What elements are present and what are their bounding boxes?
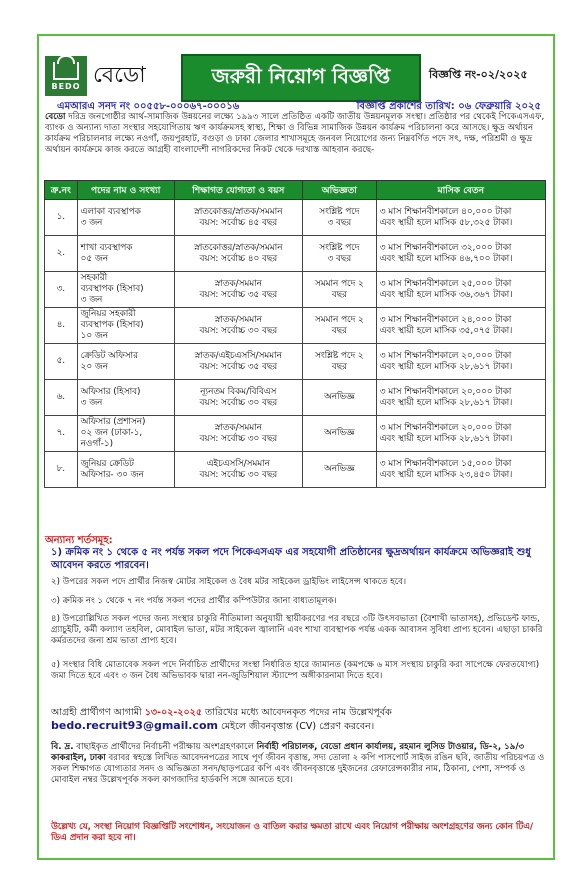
logo-house-icon bbox=[53, 62, 79, 80]
serial-cell: ১. bbox=[45, 200, 78, 236]
table-row bbox=[45, 200, 546, 236]
salary-cell: ৩ মাস শিক্ষানবীশকালে ৩২,০০০ টাকা এবং স্থায়ী হলে মাসিক ৪৬,৭০০ টাকা। bbox=[376, 236, 545, 272]
post-cell: অফিসার (হিসাব) ৩ জন bbox=[77, 380, 174, 416]
salary-cell: ৩ মাস শিক্ষানবীশকালে ১৫,০০০ টাকা এবং স্থায়ী হলে মাসিক ২৩,৪৫০ টাকা। bbox=[376, 452, 545, 488]
col-post: পদের নাম ও সংখ্যা bbox=[77, 181, 174, 200]
post-cell: এলাকা ব্যবস্থাপক ৩ জন bbox=[77, 200, 174, 236]
serial-cell: ৪. bbox=[45, 308, 78, 344]
education-cell: স্নাতক/সমমান বয়স: সর্বোচ্চ ৩০ বছর bbox=[174, 416, 302, 452]
salary-cell: ৩ মাস শিক্ষানবীশকালে ২০,০০০ টাকা এবং স্থায়ী হলে মাসিক ২৮,৬১৭ টাকা। bbox=[376, 344, 545, 380]
education-cell: এইচএসসি/সমমান বয়স: সর্বোচ্চ ৩০ বছর bbox=[174, 452, 302, 488]
education-cell: স্নাতকোত্তর/স্নাতক/সমমান বয়স: সর্বোচ্চ ৪৫ বছর bbox=[174, 200, 302, 236]
notice-sheet bbox=[37, 34, 555, 860]
note-text-1: বাছাইকৃত প্রার্থীদের নির্বাচনী পরীক্ষায় অংশগ্রহণকালে bbox=[73, 742, 257, 752]
post-cell: ক্রেডিট অফিসার ২০ জন bbox=[77, 344, 174, 380]
note-text-2: বরাবর স্বহস্তে লিখিত আবেদনপত্রের সাথে পূর্ণ জীবন বৃত্তান্ত, সদ্য তোলা ২ কপি পাসপোর্ট সাইজ রঙিন ছবি, জাতীয় পরিচয়পত্র ও সকল শিক্ষাগত যোগ্যতার সনদ ও অভিজ্ঞতা সনদ/ছাড়পত্রের কপি এবং জীবনবৃত্তান্তে দুইজনের রেফারেন্সকারীর নাম, ঠিকানা, পেশা, সম্পর্ক ও মোবাইল নম্বর উল্লেখপূর্বক সকল কাগজাদির হার্ডকপি সঙ্গে আনতে হবে। bbox=[51, 753, 545, 785]
col-serial: ক্র.নং bbox=[45, 181, 78, 200]
col-salary: মাসিক বেতন bbox=[376, 181, 545, 200]
experience-cell: সংশ্লিষ্ট পদে ৩ বছর bbox=[302, 200, 376, 236]
apply-deadline: ১৩-০২-২০২৫ bbox=[144, 707, 202, 718]
serial-cell: ৫. bbox=[45, 344, 78, 380]
apply-text-1: আগ্রহী প্রার্থীগণ আগামী bbox=[51, 707, 142, 718]
intro-paragraph bbox=[45, 112, 545, 156]
serial-cell: ৩. bbox=[45, 272, 78, 308]
condition-2: ২) উপরের সকল পদে প্রার্থীর নিজস্ব মোটর সাইকেল ও বৈধ মটর সাইকেল ড্রাইভিং লাইসেন্স থাকতে হবে। bbox=[51, 577, 407, 587]
table-header-row bbox=[45, 181, 546, 200]
experience-cell: সংশ্লিষ্ট পদে ২ বছর bbox=[302, 344, 376, 380]
address-note bbox=[51, 742, 545, 786]
post-cell: সহকারী ব্যবস্থাপক (হিসাব) ৩ জন bbox=[77, 272, 174, 308]
apply-instructions bbox=[51, 706, 545, 733]
experience-cell: অনভিজ্ঞ bbox=[302, 452, 376, 488]
logo-text: BEDO bbox=[51, 81, 81, 91]
experience-cell: অনভিজ্ঞ bbox=[302, 380, 376, 416]
education-cell: স্নাতক/সমমান বয়স: সর্বোচ্চ ৩৫ বছর bbox=[174, 272, 302, 308]
serial-cell: ২. bbox=[45, 236, 78, 272]
notice-title-banner: জরুরী নিয়োগ বিজ্ঞপ্তি bbox=[181, 54, 421, 102]
head-office-address: নির্বাহী পরিচালক, বেডো প্রধান কার্যালয়, রহমান লুসিড টাওয়ার, ডি-২, ১৯/৩ কাকরাইল, ঢাকা bbox=[51, 742, 525, 763]
table-row bbox=[45, 308, 546, 344]
experience-cell: সমমান পদে ২ বছর bbox=[302, 272, 376, 308]
education-cell: স্নাতক/এইচএসসি/সমমান বয়স: সর্বোচ্চ ৩৫ বছর bbox=[174, 344, 302, 380]
intro-org: বেডো bbox=[45, 112, 66, 122]
education-cell: স্নাতকোত্তর/স্নাতক/সমমান বয়স: সর্বোচ্চ ৪০ বছর bbox=[174, 236, 302, 272]
col-education: শিক্ষাগত যোগ্যতা ও বয়স bbox=[174, 181, 302, 200]
apply-email[interactable]: bedo.recruit93@gmail.com bbox=[51, 719, 218, 732]
condition-3: ৩) ক্রমিক নং ১ থেকে ৭ নং পর্যন্ত সকল পদের প্রার্থীর কম্পিউটার জানা বাধ্যতামূলক। bbox=[51, 596, 337, 606]
education-cell: স্নাতক/সমমান বয়স: সর্বোচ্চ ৩০ বছর bbox=[174, 308, 302, 344]
condition-4: ৪) উপরোল্লিখিত সকল পদের জন্য সংস্থার চাকুরি নীতিমালা অনুযায়ী স্থায়ীকরণের পর বছরে ৩টি উৎসবভাতা (বৈশাখী ভাতাসহ), প্রভিডেন্ট ফান্ড, গ্র্যাচুইটি, কর্মী কল্যাণ তহবিল, মোবাইল ভাতা, মটর সাইকেল জ্বালানি এবং শাখা ব্যবস্থাপক পর্যন্ত একক আবাসন সুবিধা প্রাপ্য হবেন। এছাড়া চাকরি কর্মরতদের জন্য শ্রম ভাতা প্রাপ্য হবে। bbox=[51, 614, 543, 646]
experience-cell: সংশ্লিষ্ট পদে ৩ বছর bbox=[302, 236, 376, 272]
table-row bbox=[45, 344, 546, 380]
experience-cell: অনভিজ্ঞ bbox=[302, 416, 376, 452]
condition-1: ১) ক্রমিক নং ১ থেকে ৫ নং পর্যন্ত সকল পদে পিকেএসএফ এর সহযোগী প্রতিষ্ঠানের ক্ষুদ্রঅর্থায়ন কার্যক্রমে অভিজ্ঞরাই শুধু আবেদন করতে পারবেন। bbox=[51, 547, 531, 571]
post-cell: জুনিয়র ক্রেডিট অফিসার- ৩০ জন bbox=[77, 452, 174, 488]
bedo-logo bbox=[45, 56, 87, 96]
condition-5: ৫) সংস্থার বিধি মোতাবেক সকল পদে নির্বাচিত প্রার্থীদের সংস্থা নির্ধারিত হারে জামানত (কমপক্ষে ৬ মাস সংস্থায় চাকুরি করা সাপেক্ষে ফেরতযোগ্য) জমা দিতে হবে এবং ৩ জন বৈধ অভিভাবক দ্বারা নন-জুডিশিয়াল স্ট্যাম্পে অঙ্গীকারনামা দিতে হবে। bbox=[51, 660, 540, 681]
publish-date: বিজ্ঞপ্তি প্রকাশের তারিখ: ০৬ ফেব্রুয়ারি ২০২৫ bbox=[356, 101, 541, 112]
salary-cell: ৩ মাস শিক্ষানবীশকালে ২০,০০০ টাকা এবং স্থায়ী হলে মাসিক ২৮,৬১৭ টাকা। bbox=[376, 380, 545, 416]
table-row bbox=[45, 380, 546, 416]
salary-cell: ৩ মাস শিক্ষানবীশকালে ২৪,০০০ টাকা এবং স্থায়ী হলে মাসিক ৩৫,০৭৫ টাকা। bbox=[376, 308, 545, 344]
post-cell: জুনিয়র সহকারী ব্যবস্থাপক (হিসাব) ১০ জন bbox=[77, 308, 174, 344]
salary-cell: ৩ মাস শিক্ষানবীশকালে ৪০,০০০ টাকা এবং স্থায়ী হলে মাসিক ৫৮,৩২৫ টাকা। bbox=[376, 200, 545, 236]
footer-note: উল্লেখ্য যে, সংস্থা নিয়োগ বিজ্ঞপ্তিটি সংশোধন, সংযোজন ও বাতিল করার ক্ষমতা রাখে এবং নিয়োগ পরীক্ষায় অংশগ্রহণের জন্য কোন টিএ/ডিএ প্রদান করা হবে না। bbox=[51, 822, 534, 843]
col-experience: অভিজ্ঞতা bbox=[302, 181, 376, 200]
table-row bbox=[45, 236, 546, 272]
intro-text: দরিদ্র জনগোষ্ঠীর আর্থ-সামাজিক উন্নয়নের লক্ষ্যে ১৯৯৩ সালে প্রতিষ্ঠিত একটি জাতীয় উন্নয়নমূলক সংস্থা। প্রতিষ্ঠার পর থেকেই পিকেএসএফ, ব্যাংক ও অন্যান্য দাতা সংস্থার সহযোগিতায় ঋণ কার্যক্রমসহ স্বাস্থ্য, শিক্ষা ও বিভিন্ন সামাজিক উন্নয়ন কার্যক্রম পরিচালনা করে আসছে। ক্ষুদ্র অর্থায়ন কার্যক্রম পরিচালনার লক্ষ্যে নওগাঁ, জয়পুরহাট, বগুড়া ও ঢাকা জেলার শাখাসমূহে জনবল নিয়োগের জন্য নিম্নবর্ণিত পদে সৎ, দক্ষ, পরিশ্রমী ও ক্ষুদ্র অর্থায়ন কার্যক্রমে কাজ করতে আগ্রহী বাংলাদেশী নাগরিকদের নিকট থেকে দরখাস্ত আহবান করছে- bbox=[45, 112, 545, 155]
posts-table bbox=[44, 180, 546, 488]
table-row bbox=[45, 272, 546, 308]
apply-text-2: তারিখের মধ্যে আবেদনকৃত পদের নাম উল্লেখপূর্বক bbox=[205, 707, 392, 718]
apply-text-3: মেইলে জীবনবৃত্তান্ত (CV) প্রেরণ করবেন। bbox=[221, 721, 375, 732]
table-row bbox=[45, 416, 546, 452]
post-cell: শাখা ব্যবস্থাপক ০৫ জন bbox=[77, 236, 174, 272]
post-cell: অফিসার (প্রশাসন) ০২ জন (ঢাকা-১, নওগাঁ-১) bbox=[77, 416, 174, 452]
salary-cell: ৩ মাস শিক্ষানবীশকালে ২৫,০০০ টাকা এবং স্থায়ী হলে মাসিক ৩৬,৩৬৭ টাকা। bbox=[376, 272, 545, 308]
table-row bbox=[45, 452, 546, 488]
conditions-heading: অন্যান্য শর্তসমূহ: bbox=[45, 535, 113, 546]
serial-cell: ৮. bbox=[45, 452, 78, 488]
salary-cell: ৩ মাস শিক্ষানবীশকালে ২০,০০০ টাকা এবং স্থায়ী হলে মাসিক ২৮,৬১৭ টাকা। bbox=[376, 416, 545, 452]
org-name: বেডো bbox=[93, 63, 146, 88]
experience-cell: সমমান পদে ২ বছর bbox=[302, 308, 376, 344]
serial-cell: ৬. bbox=[45, 380, 78, 416]
notice-number: বিজ্ঞপ্তি নং-০২/২০২৫ bbox=[429, 68, 528, 81]
serial-cell: ৭. bbox=[45, 416, 78, 452]
education-cell: ন্যূনতম বিকম/বিবিএস বয়স: সর্বোচ্চ ৩০ বছর bbox=[174, 380, 302, 416]
note-prefix: বি. দ্র. bbox=[51, 742, 74, 752]
mra-certificate-no: এমআরএ সনদ নং ০০৫৫৮-০০০৬৭-০০০১৬ bbox=[57, 101, 240, 112]
